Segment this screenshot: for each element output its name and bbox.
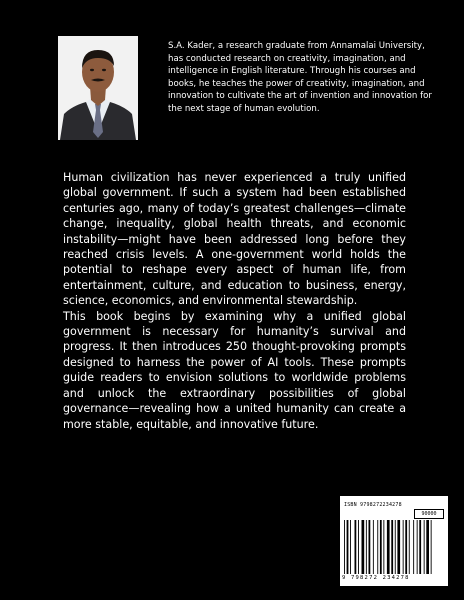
barcode-bar bbox=[395, 520, 396, 574]
author-bio: S.A. Kader, a research graduate from Annamalai University, has conducted research on creativity, imagination, and intelligence in English literature. Through his courses and books, he teaches the power of creativity, imagination, and innovation to cultivate the art of invention and innovation for the next stage of human evolution. bbox=[168, 41, 432, 114]
barcode-bar bbox=[355, 520, 357, 574]
isbn-barcode bbox=[340, 496, 448, 586]
barcode-bar bbox=[413, 520, 414, 574]
barcode-bar bbox=[350, 520, 351, 574]
barcode-bar bbox=[431, 520, 432, 574]
description-paragraph: This book begins by examining why a unified global government is necessary for humanity’s survival and progress. It then introduces 250 thought-provoking prompts designed to harness the power of AI tools. These prompts guide readers to envision solutions to worldwide problems and unlock the extraordinary possibilities of global governance—revealing how a united humanity can create a more stable, equitable, and innovative future. bbox=[63, 309, 406, 431]
barcode-bar bbox=[380, 520, 382, 574]
barcode-bar bbox=[373, 520, 374, 574]
barcode-bar bbox=[366, 520, 367, 574]
barcode-bar bbox=[383, 520, 384, 574]
isbn-label: ISBN 9798272234278 bbox=[344, 502, 402, 508]
barcode-icon bbox=[344, 520, 444, 574]
barcode-bar bbox=[344, 520, 345, 574]
barcode-bar bbox=[405, 520, 407, 574]
book-description bbox=[63, 170, 406, 432]
barcode-bar bbox=[409, 520, 410, 574]
author-portrait-image bbox=[58, 36, 138, 140]
barcode-bar bbox=[358, 520, 359, 574]
barcode-bar bbox=[362, 520, 365, 574]
barcode-bar bbox=[391, 520, 393, 574]
barcode-bar bbox=[369, 520, 371, 574]
barcode-bar bbox=[426, 520, 429, 574]
barcode-bar bbox=[419, 520, 421, 574]
barcode-digits: 9 798272 234278 bbox=[342, 575, 410, 581]
barcode-bar bbox=[377, 520, 378, 574]
barcode-bar bbox=[347, 520, 349, 574]
barcode-bar bbox=[417, 520, 418, 574]
barcode-bar bbox=[397, 520, 400, 574]
barcode-bar bbox=[424, 520, 425, 574]
price-code: 90000 bbox=[414, 509, 444, 519]
barcode-bar bbox=[403, 520, 404, 574]
author-photo bbox=[58, 36, 138, 140]
description-paragraph: Human civilization has never experienced a truly unified global government. If such a system had been established centuries ago, many of today’s greatest challenges—climate change, inequality, global health threats, and economic instability—might have been addressed long before they reached crisis levels. A one-government world holds the potential to reshape every aspect of human life, from entertainment, culture, and education to business, energy, science, economics, and environmental stewardship. bbox=[63, 171, 406, 308]
barcode-bar bbox=[387, 520, 390, 574]
